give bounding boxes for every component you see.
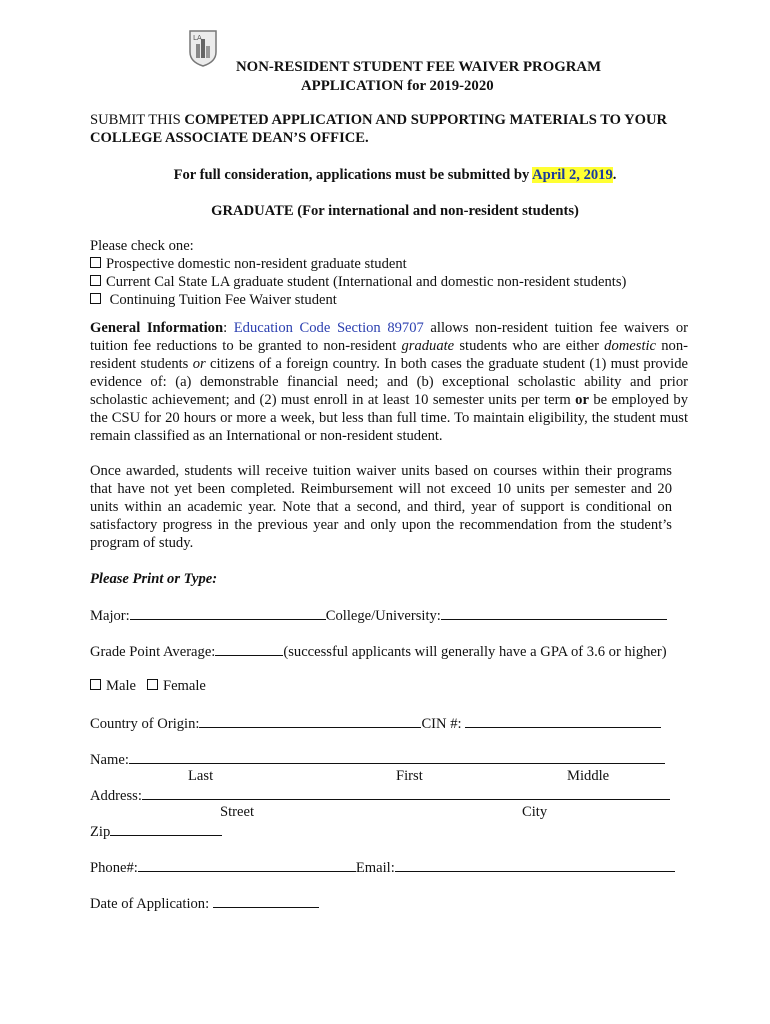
college-field[interactable] <box>441 605 667 620</box>
phone-label: Phone#: <box>90 860 138 876</box>
submit-bold-2: COLLEGE ASSOCIATE DEAN’S OFFICE. <box>90 130 369 146</box>
gpa-label: Grade Point Average: <box>90 644 216 660</box>
name-first-caption: First <box>396 768 423 784</box>
gpa-note: (successful applicants will generally have a GPA of 3.6 or higher) <box>283 644 667 660</box>
name-middle-caption: Middle <box>567 768 610 784</box>
submit-bold-1: COMPETED APPLICATION AND SUPPORTING MATERIALS TO YOUR <box>184 112 668 128</box>
general-text-2: students who are either <box>454 338 605 354</box>
title-line-1: NON-RESIDENT STUDENT FEE WAIVER PROGRAM <box>236 59 602 75</box>
title-line-2: APPLICATION for 2019-2020 <box>301 78 494 94</box>
general-bold-or: or <box>575 392 589 408</box>
option-current-label: Current Cal State LA graduate student (International and domestic non-resident students) <box>106 274 627 290</box>
print-or-type-label: Please Print or Type: <box>90 571 218 587</box>
submit-prefix: SUBMIT THIS <box>90 112 185 128</box>
address-label: Address: <box>90 788 142 804</box>
university-logo-icon <box>187 28 219 68</box>
checkbox-female[interactable] <box>147 679 158 690</box>
phone-email-row <box>90 857 675 877</box>
country-field[interactable] <box>199 713 421 728</box>
general-text-4: citizens of a foreign country. In both cases the graduate student (1) must provide evidence of: (a) demonstrable financial need; and (b) exceptional scholastic ability and prior scholastic achievement; and (2) must enroll in at least 10 semester units per term <box>90 356 688 408</box>
address-street-caption: Street <box>220 804 255 820</box>
option-current[interactable] <box>90 273 700 291</box>
zip-row <box>90 821 222 841</box>
checkbox-prospective[interactable] <box>90 257 101 268</box>
option-continuing[interactable] <box>90 291 700 309</box>
college-label: College/University: <box>325 608 441 624</box>
gpa-field[interactable] <box>215 641 283 656</box>
name-row <box>90 749 665 769</box>
male-label: Male <box>106 678 136 694</box>
email-field[interactable] <box>395 857 675 872</box>
checkbox-male[interactable] <box>90 679 101 690</box>
address-row <box>90 785 670 805</box>
name-field[interactable] <box>129 749 665 764</box>
general-text-1: allows non-resident tuition fee waivers or tuition fee reductions to be granted to non-resident <box>90 320 688 354</box>
gpa-row <box>90 641 667 661</box>
deadline-notice <box>90 166 700 184</box>
zip-field[interactable] <box>110 821 222 836</box>
deadline-end: . <box>612 167 617 183</box>
option-prospective-label: Prospective domestic non-resident graduate student <box>106 256 407 272</box>
deadline-text: For full consideration, applications must be submitted by <box>173 167 533 183</box>
general-italic-or: or <box>192 356 206 372</box>
country-cin-row <box>90 713 661 733</box>
form-title <box>236 58 636 96</box>
general-italic-graduate: graduate <box>401 338 455 354</box>
country-label: Country of Origin: <box>90 716 200 732</box>
cin-label: CIN #: <box>421 716 466 732</box>
submit-instructions <box>90 111 700 147</box>
date-field[interactable] <box>213 893 319 908</box>
date-row <box>90 893 319 913</box>
graduate-heading: GRADUATE (For international and non-resident students) <box>211 203 579 219</box>
cin-field[interactable] <box>465 713 661 728</box>
name-label: Name: <box>90 752 129 768</box>
major-college-row <box>90 605 667 625</box>
general-italic-domestic: domestic <box>604 338 657 354</box>
awarded-paragraph: Once awarded, students will receive tuition waiver units based on courses within their programs that have not yet been completed. Reimbursement will not exceed 10 units per semester and 20 units within an academic year. Note that a second, and third, year of support is conditional on satisfactory progress in the previous year and only upon the recommendation from the student’s program of study. <box>90 463 672 551</box>
education-code-link[interactable]: Education Code Section 89707 <box>233 320 424 336</box>
check-one-section <box>90 237 700 309</box>
date-label: Date of Application: <box>90 896 213 912</box>
zip-label: Zip <box>90 824 111 840</box>
major-field[interactable] <box>130 605 326 620</box>
gender-row <box>90 677 206 695</box>
phone-field[interactable] <box>138 857 356 872</box>
option-prospective[interactable] <box>90 255 700 273</box>
checkbox-continuing[interactable] <box>90 293 101 304</box>
deadline-date: April 2, 2019 <box>532 167 613 183</box>
address-field[interactable] <box>142 785 670 800</box>
general-text-5: be employed by the CSU for 20 hours or more a week, but less than full time. To maintain eligibility, the student must remain classified as an International or non-resident student. <box>90 392 688 444</box>
general-text-3: non-resident students <box>90 338 688 372</box>
logo-lettering: LA <box>193 34 202 42</box>
name-last-caption: Last <box>188 768 214 784</box>
option-continuing-label: Continuing Tuition Fee Waiver student <box>109 292 337 308</box>
female-label: Female <box>162 678 206 694</box>
checkbox-current[interactable] <box>90 275 101 286</box>
general-colon: : <box>223 320 234 336</box>
email-label: Email: <box>355 860 395 876</box>
general-information-paragraph <box>90 319 688 445</box>
address-city-caption: City <box>522 804 548 820</box>
major-label: Major: <box>90 608 130 624</box>
check-one-label: Please check one: <box>90 238 194 254</box>
general-info-label: General Information <box>90 320 224 336</box>
